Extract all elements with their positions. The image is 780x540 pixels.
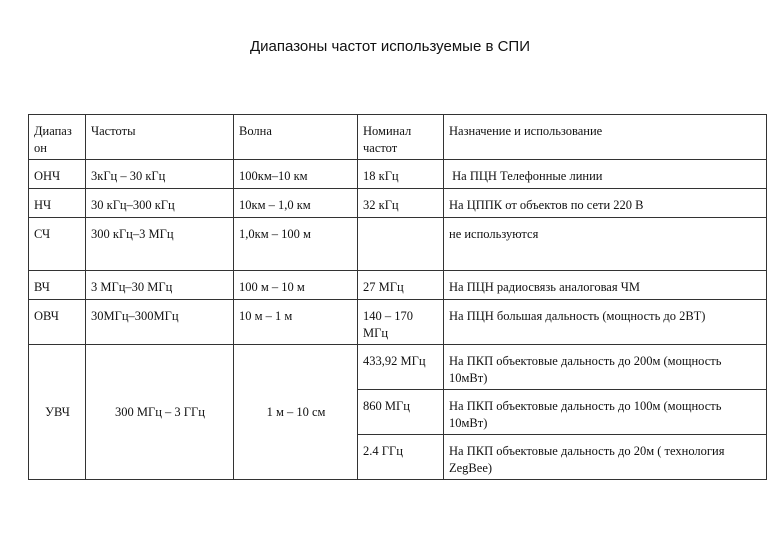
table-row — [29, 160, 767, 189]
table-row — [29, 345, 767, 390]
table-row — [29, 218, 767, 271]
cell-nominal: 433,92 МГц — [358, 345, 444, 390]
cell-purpose: На ПКП объектовые дальность до 20м ( технология ZegBee) — [444, 435, 767, 480]
cell-range: НЧ — [29, 189, 86, 218]
header-range: Диапаз он — [29, 115, 86, 160]
table-row — [29, 300, 767, 345]
cell-range: СЧ — [29, 218, 86, 271]
cell-nominal: 32 кГц — [358, 189, 444, 218]
cell-purpose: На ПКП объектовые дальность до 200м (мощность 10мВт) — [444, 345, 767, 390]
cell-wave: 1,0км – 100 м — [234, 218, 358, 271]
cell-frequency: 30 кГц–300 кГц — [86, 189, 234, 218]
cell-frequency-uhf: 300 МГц – 3 ГГц — [86, 345, 234, 480]
table-row — [29, 189, 767, 218]
header-purpose: Назначение и использование — [444, 115, 767, 160]
cell-nominal: 860 МГц — [358, 390, 444, 435]
cell-nominal: 2.4 ГГц — [358, 435, 444, 480]
cell-nominal: 18 кГц — [358, 160, 444, 189]
header-wave: Волна — [234, 115, 358, 160]
cell-wave-uhf: 1 м – 10 см — [234, 345, 358, 480]
cell-purpose: На ПЦН радиосвязь аналоговая ЧМ — [444, 271, 767, 300]
cell-wave: 100 м – 10 м — [234, 271, 358, 300]
cell-nominal: 27 МГц — [358, 271, 444, 300]
page-title: Диапазоны частот используемые в СПИ — [250, 38, 530, 55]
header-nominal: Номинал частот — [358, 115, 444, 160]
table-header-row — [29, 115, 767, 160]
cell-range-uhf: УВЧ — [29, 345, 86, 480]
cell-wave: 100км–10 км — [234, 160, 358, 189]
cell-purpose: На ПЦН Телефонные линии — [444, 160, 767, 189]
cell-nominal: 140 – 170 МГц — [358, 300, 444, 345]
cell-wave: 10км – 1,0 км — [234, 189, 358, 218]
cell-frequency: 3 МГц–30 МГц — [86, 271, 234, 300]
cell-frequency: 3кГц – 30 кГц — [86, 160, 234, 189]
cell-purpose: На ПЦН большая дальность (мощность до 2ВТ) — [444, 300, 767, 345]
cell-nominal — [358, 218, 444, 271]
cell-wave: 10 м – 1 м — [234, 300, 358, 345]
cell-purpose: На ЦППК от объектов по сети 220 В — [444, 189, 767, 218]
cell-frequency: 300 кГц–3 МГц — [86, 218, 234, 271]
cell-range: ОВЧ — [29, 300, 86, 345]
cell-range: ВЧ — [29, 271, 86, 300]
table-row — [29, 271, 767, 300]
cell-purpose: не используются — [444, 218, 767, 271]
cell-frequency: 30МГц–300МГц — [86, 300, 234, 345]
cell-range: ОНЧ — [29, 160, 86, 189]
cell-purpose: На ПКП объектовые дальность до 100м (мощность 10мВт) — [444, 390, 767, 435]
header-frequencies: Частоты — [86, 115, 234, 160]
frequency-table — [28, 114, 767, 480]
